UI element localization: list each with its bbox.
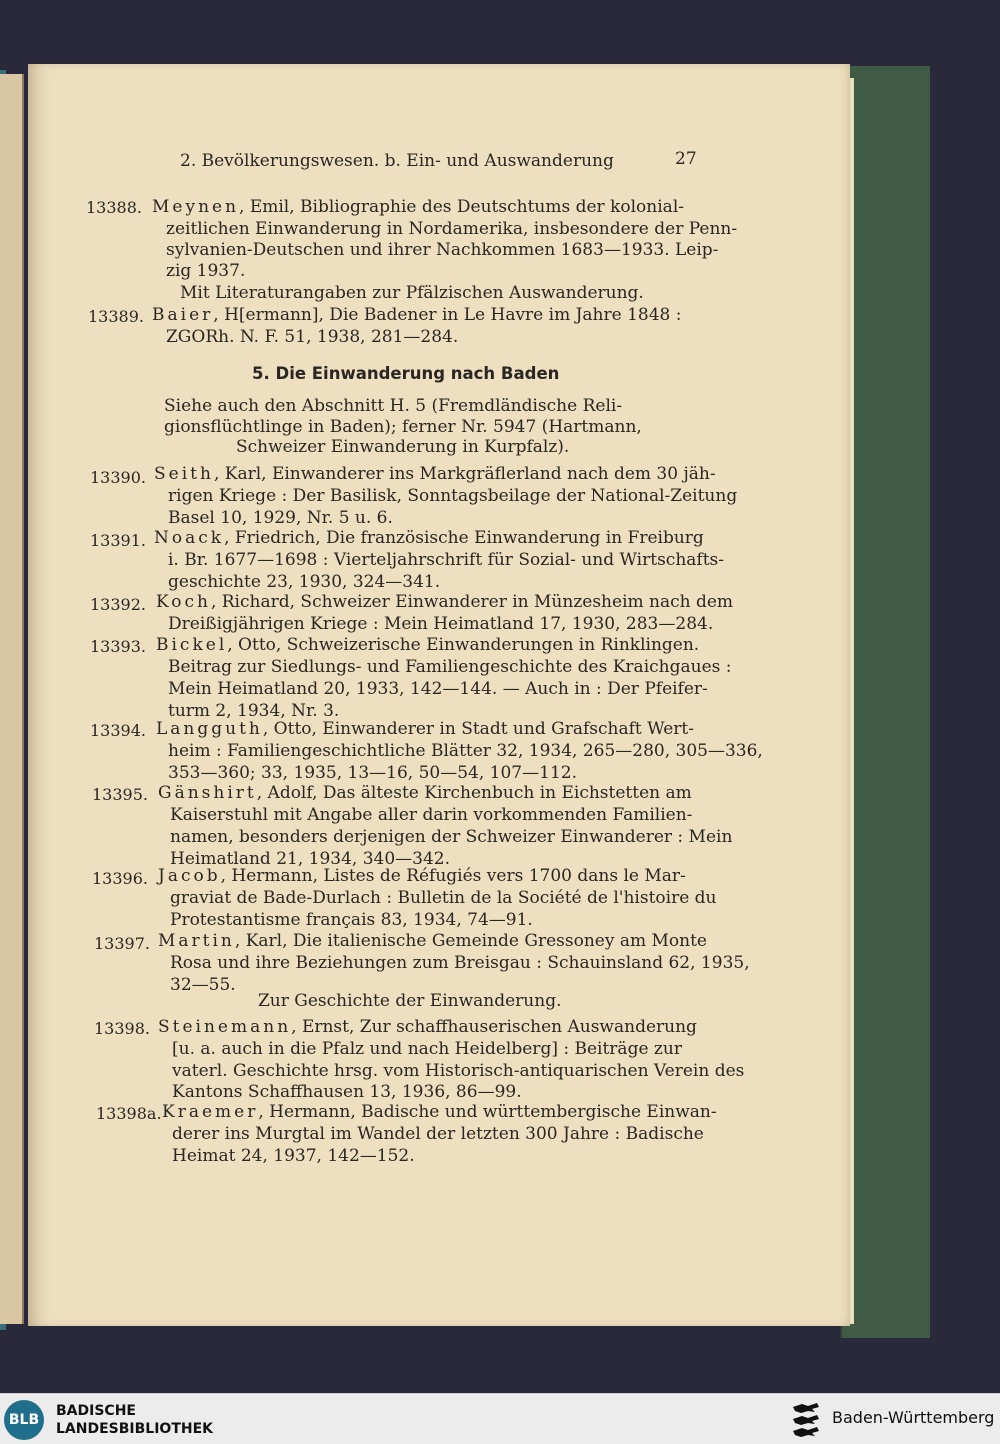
entry-author: Jacob xyxy=(158,866,221,886)
entry-line: derer ins Murgtal im Wandel der letzten 300 Jahre : Badische xyxy=(172,1124,704,1144)
section-intro-line: Siehe auch den Abschnitt H. 5 (Fremdländische Reli- xyxy=(164,396,623,416)
entry-line: Meynen, Emil, Bibliographie des Deutschtums der kolonial- xyxy=(152,197,684,217)
entry-note: Zur Geschichte der Einwanderung. xyxy=(258,991,562,1011)
entry-number: 13391. xyxy=(90,531,146,550)
library-name-line: LANDESBIBLIOTHEK xyxy=(56,1421,214,1437)
blb-logo[interactable]: BLB xyxy=(4,1400,44,1440)
entry-number: 13395. xyxy=(92,785,148,804)
entry-number: 13398. xyxy=(94,1019,150,1038)
entry-line: zig 1937. xyxy=(166,261,246,281)
entry-line: Kaiserstuhl mit Angabe aller darin vorkommenden Familien- xyxy=(170,805,693,825)
entry-author: Langguth xyxy=(156,719,263,739)
entry-line: Protestantisme français 83, 1934, 74—91. xyxy=(170,910,533,930)
entry-number: 13389. xyxy=(88,307,144,326)
state-logo-text[interactable]: Baden-Württemberg xyxy=(832,1408,995,1427)
section-intro-line: Schweizer Einwanderung in Kurpfalz). xyxy=(236,437,570,457)
entry-line: Heimat 24, 1937, 142—152. xyxy=(172,1146,415,1166)
entry-line: 353—360; 33, 1935, 13—16, 50—54, 107—112. xyxy=(168,763,577,783)
entry-line: Steinemann, Ernst, Zur schaffhauserischen Auswanderung xyxy=(158,1017,697,1037)
library-name xyxy=(56,1402,213,1438)
viewer-footer xyxy=(0,1393,1000,1444)
entry-line: zeitlichen Einwanderung in Nordamerika, insbesondere der Penn- xyxy=(166,219,738,239)
entry-line: Heimatland 21, 1934, 340—342. xyxy=(170,849,451,869)
library-name-line: BADISCHE xyxy=(56,1403,136,1419)
section-intro-line: gionsflüchtlinge in Baden); ferner Nr. 5947 (Hartmann, xyxy=(164,417,642,437)
entry-line: i. Br. 1677—1698 : Vierteljahrschrift für Sozial- und Wirtschafts- xyxy=(168,550,725,570)
entry-line: namen, besonders derjenigen der Schweizer Einwanderer : Mein xyxy=(170,827,733,847)
entry-line: vaterl. Geschichte hrsg. vom Historisch-antiquarischen Verein des xyxy=(172,1061,745,1081)
entry-number: 13397. xyxy=(94,934,150,953)
entry-line: Baier, H[ermann], Die Badener in Le Havre im Jahre 1848 : xyxy=(152,305,682,325)
entry-line: Gänshirt, Adolf, Das älteste Kirchenbuch in Eichstetten am xyxy=(158,783,692,803)
baden-wuerttemberg-lions-icon xyxy=(790,1401,822,1439)
entry-line: sylvanien-Deutschen und ihrer Nachkommen 1683—1933. Leip- xyxy=(166,240,719,260)
entry-number: 13388. xyxy=(86,198,142,217)
entry-author: Noack xyxy=(154,528,225,548)
entry-line: Kantons Schaffhausen 13, 1936, 86—99. xyxy=(172,1082,522,1102)
page-number: 27 xyxy=(675,149,697,169)
entry-line: ZGORh. N. F. 51, 1938, 281—284. xyxy=(166,327,459,347)
entry-number: 13398a. xyxy=(96,1104,162,1123)
entry-line: [u. a. auch in die Pfalz und nach Heidelberg] : Beiträge zur xyxy=(172,1039,682,1059)
entry-line: graviat de Bade-Durlach : Bulletin de la Société de l'histoire du xyxy=(170,888,717,908)
entry-author: Bickel xyxy=(156,635,228,655)
entry-line: Rosa und ihre Beziehungen zum Breisgau : Schauinsland 62, 1935, xyxy=(170,953,750,973)
entry-line: Bickel, Otto, Schweizerische Einwanderungen in Rinklingen. xyxy=(156,635,700,655)
entry-line: turm 2, 1934, Nr. 3. xyxy=(168,701,340,721)
book-page xyxy=(28,64,850,1326)
entry-line: Martin, Karl, Die italienische Gemeinde Gressoney am Monte xyxy=(158,931,707,951)
entry-author: Kraemer xyxy=(162,1102,259,1122)
entry-line: 32—55. xyxy=(170,975,236,995)
entry-line: heim : Familiengeschichtliche Blätter 32, 1934, 265—280, 305—336, xyxy=(168,741,763,761)
running-title: 2. Bevölkerungswesen. b. Ein- und Auswanderung xyxy=(180,151,614,171)
entry-line: Dreißigjährigen Kriege : Mein Heimatland 17, 1930, 283—284. xyxy=(168,614,714,634)
entry-note: Mit Literaturangaben zur Pfälzischen Auswanderung. xyxy=(180,283,644,303)
entry-line: Langguth, Otto, Einwanderer in Stadt und Grafschaft Wert- xyxy=(156,719,694,739)
entry-author: Martin xyxy=(158,931,235,951)
entry-number: 13394. xyxy=(90,721,146,740)
entry-number: 13393. xyxy=(90,637,146,656)
entry-line: Basel 10, 1929, Nr. 5 u. 6. xyxy=(168,508,393,528)
entry-author: Steinemann xyxy=(158,1017,292,1037)
entry-line: geschichte 23, 1930, 324—341. xyxy=(168,572,441,592)
section-title: 5. Die Einwanderung nach Baden xyxy=(252,364,560,383)
entry-line: Beitrag zur Siedlungs- und Familiengeschichte des Kraichgaues : xyxy=(168,657,732,677)
entry-line: rigen Kriege : Der Basilisk, Sonntagsbeilage der National-Zeitung xyxy=(168,486,738,506)
entry-line: Noack, Friedrich, Die französische Einwanderung in Freiburg xyxy=(154,528,704,548)
entry-author: Baier xyxy=(152,305,214,325)
entry-line: Mein Heimatland 20, 1933, 142—144. — Auch in : Der Pfeifer- xyxy=(168,679,708,699)
entry-number: 13390. xyxy=(90,468,146,487)
entry-line: Jacob, Hermann, Listes de Réfugiés vers 1700 dans le Mar- xyxy=(158,866,686,886)
entry-author: Seith xyxy=(154,464,214,484)
entry-number: 13396. xyxy=(92,869,148,888)
left-page xyxy=(0,74,24,1324)
entry-line: Seith, Karl, Einwanderer ins Markgräflerland nach dem 30 jäh- xyxy=(154,464,716,484)
entry-number: 13392. xyxy=(90,595,146,614)
entry-line: Koch, Richard, Schweizer Einwanderer in Münzesheim nach dem xyxy=(156,592,734,612)
entry-author: Gänshirt xyxy=(158,783,257,803)
entry-author: Koch xyxy=(156,592,211,612)
entry-author: Meynen xyxy=(152,197,240,217)
entry-line: Kraemer, Hermann, Badische und württembergische Einwan- xyxy=(162,1102,717,1122)
